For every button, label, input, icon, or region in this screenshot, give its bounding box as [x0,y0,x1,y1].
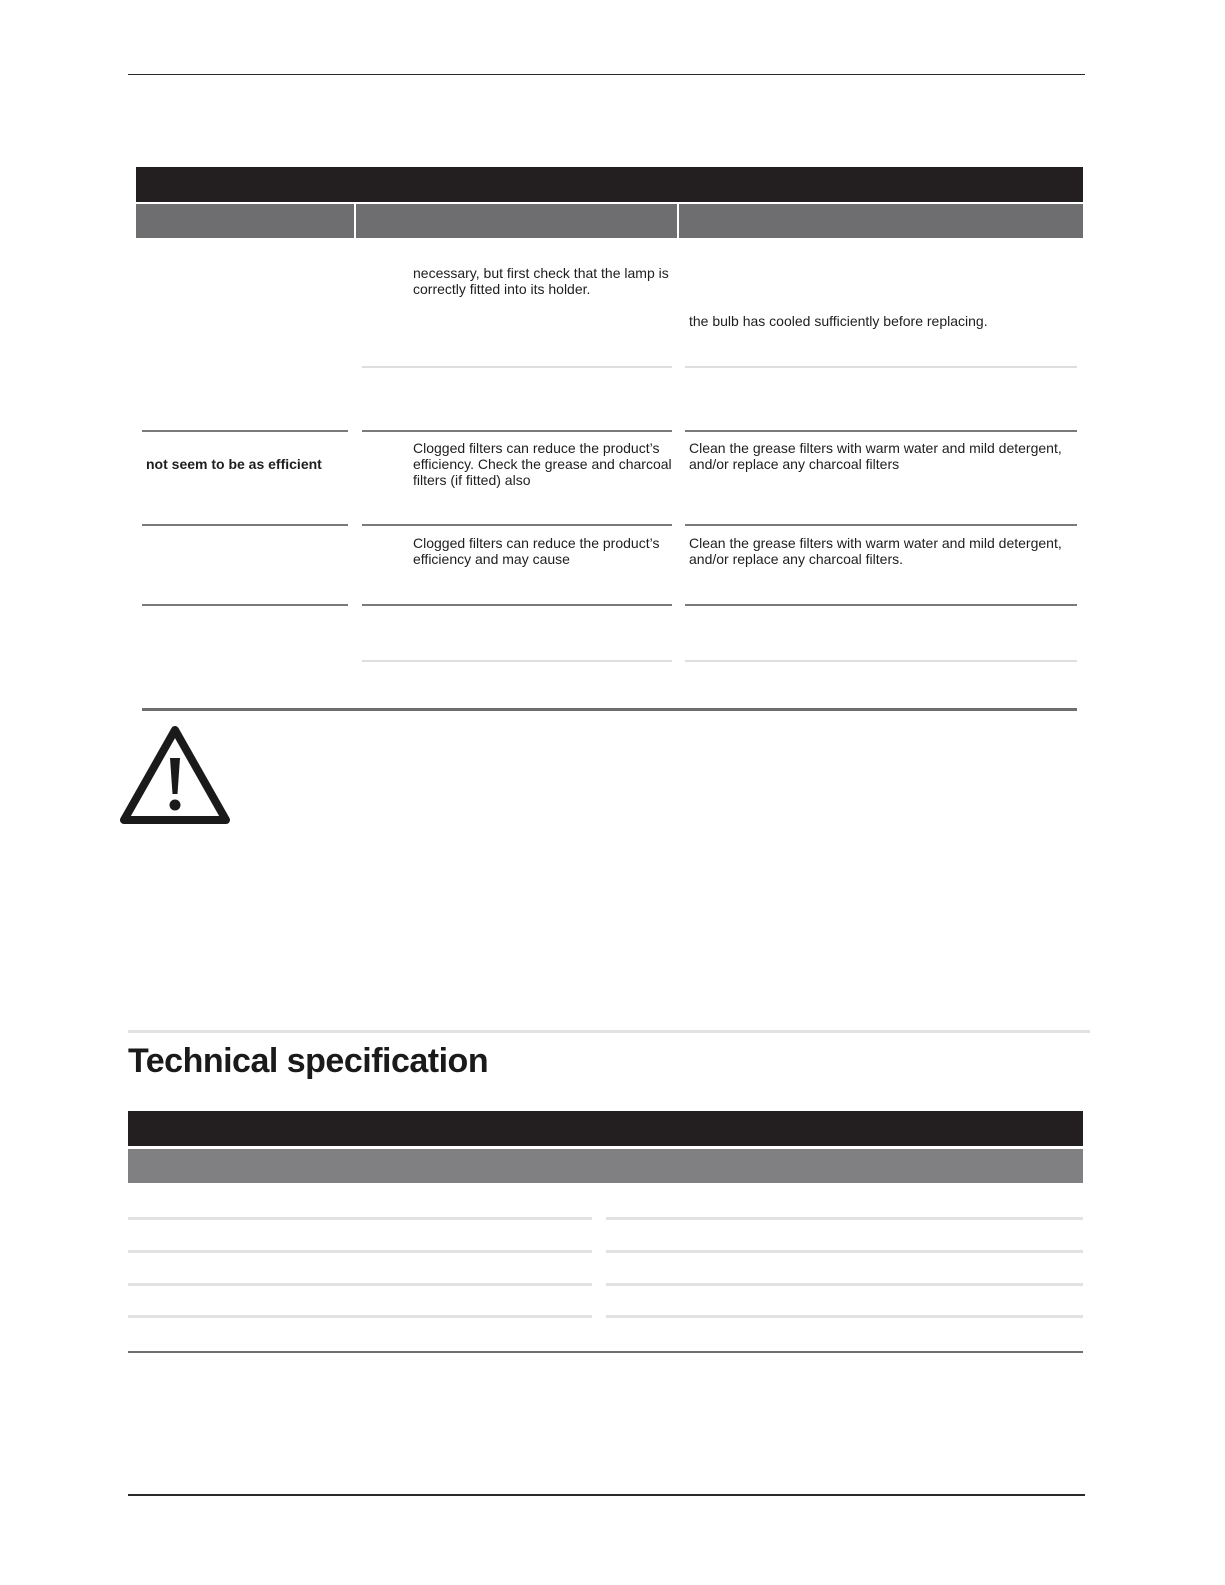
spec-row-divider [128,1283,592,1286]
section-title: Technical specification [128,1042,489,1080]
spec-row-divider [128,1217,592,1220]
row-divider [142,524,348,526]
row1-solution-text: the bulb has cooled sufficiently before replacing. [689,313,988,329]
row-divider [685,660,1077,662]
page-top-rule [128,74,1085,75]
spec-row-divider [128,1315,592,1318]
row-divider [142,604,348,606]
troubleshooting-table-bottom-rule [142,708,1077,711]
spec-row-divider [606,1315,1083,1318]
row-divider [362,366,672,368]
row2-cause-text: Clogged filters can reduce the product’s efficiency. Check the grease and charcoal filters (if fitted) also [413,440,672,488]
row3-cause-text: Clogged filters can reduce the product’s efficiency and may cause [413,535,660,567]
column-header-solution [679,204,1083,238]
row3-solution-text: Clean the grease filters with warm water and mild detergent, and/or replace any charcoal filters. [689,535,1062,567]
row2-solution-text: Clean the grease filters with warm water and mild detergent, and/or replace any charcoal filters [689,440,1062,472]
spec-row-divider [128,1250,592,1253]
spec-row-divider [606,1217,1083,1220]
row-divider [685,366,1077,368]
section-separator [128,1030,1090,1033]
row2-problem-text: not seem to be as efficient [146,456,322,472]
column-header-cause [356,204,677,238]
row-divider [685,604,1077,606]
spec-row-divider [606,1250,1083,1253]
warning-triangle-icon [118,724,232,826]
row-divider [685,524,1077,526]
row1-cause-text: necessary, but first check that the lamp is correctly fitted into its holder. [413,265,669,297]
spec-table-bottom-rule [128,1351,1083,1353]
row-divider [362,604,672,606]
spec-table-subheader [128,1149,1083,1183]
page-bottom-rule [128,1494,1085,1496]
row-divider [362,660,672,662]
row-divider [362,430,672,432]
row-divider [685,430,1077,432]
spec-table-header [128,1111,1083,1146]
row-divider [142,430,348,432]
spec-row-divider [606,1283,1083,1286]
row-divider [362,524,672,526]
troubleshooting-table-header [136,167,1083,202]
column-header-problem [136,204,354,238]
